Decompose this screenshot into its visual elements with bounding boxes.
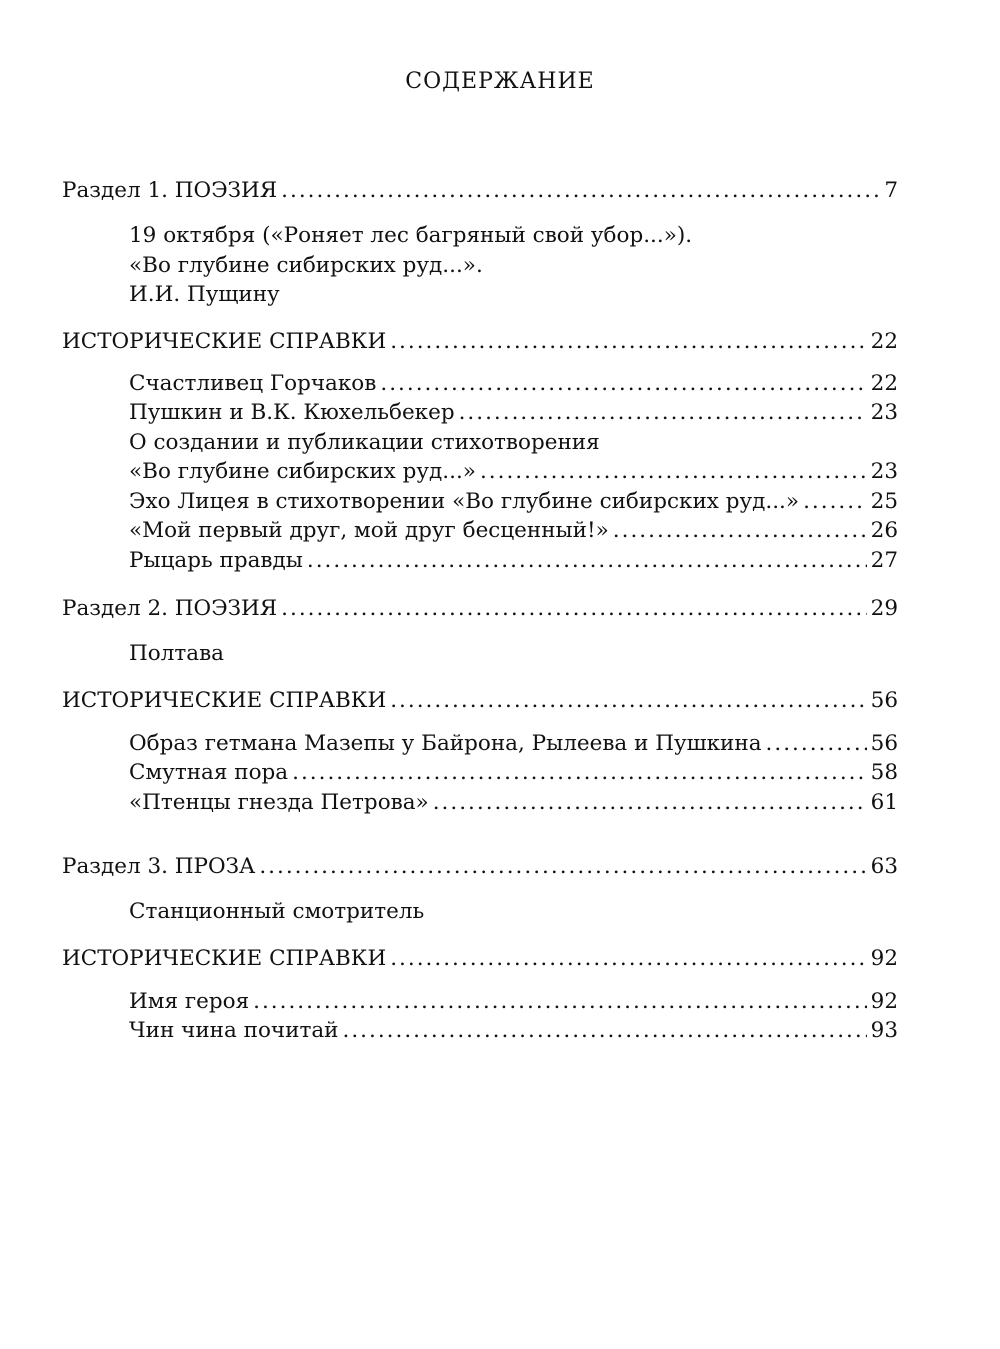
notes-heading: ИСТОРИЧЕСКИЕ СПРАВКИ <box>62 329 387 354</box>
toc-historical-notes-1[interactable] <box>62 327 898 357</box>
dot-leader <box>390 944 866 974</box>
toc-entry[interactable] <box>129 729 898 759</box>
page-number: 7 <box>884 178 898 203</box>
dot-leader <box>253 987 867 1017</box>
dot-leader <box>281 594 866 624</box>
entry-title: Смутная пора <box>129 760 289 785</box>
page-number: 23 <box>870 459 898 484</box>
notes-heading: ИСТОРИЧЕСКИЕ СПРАВКИ <box>62 946 387 971</box>
dot-leader <box>343 1016 867 1046</box>
work-title: «Во глубине сибирских руд...». <box>129 253 483 278</box>
entry-title: Счастливец Горчаков <box>129 371 377 396</box>
dot-leader <box>803 487 867 517</box>
toc-historical-notes-3[interactable] <box>62 944 898 974</box>
page-number: 22 <box>870 329 898 354</box>
page-number: 56 <box>870 731 898 756</box>
toc-entry[interactable] <box>129 516 898 546</box>
page-number: 22 <box>870 371 898 396</box>
toc-entry[interactable] <box>129 398 898 428</box>
page-number: 61 <box>870 790 898 815</box>
toc-section-2[interactable] <box>62 594 898 624</box>
entry-title: Рыцарь правды <box>129 548 303 573</box>
entry-title: «Мой первый друг, мой друг бесценный!» <box>129 518 609 543</box>
entry-title: «Во глубине сибирских руд...» <box>129 459 476 484</box>
toc-entry[interactable] <box>129 487 898 517</box>
dot-leader <box>390 686 866 716</box>
work-title: Полтава <box>129 641 224 666</box>
dot-leader <box>613 516 867 546</box>
entry-title: О создании и публикации стихотворения <box>129 430 600 455</box>
page-number: 92 <box>870 946 898 971</box>
work-title: 19 октября («Роняет лес багряный свой убор...»). <box>129 223 693 248</box>
entry-title: Имя героя <box>129 989 250 1014</box>
toc-entry[interactable] <box>129 546 898 576</box>
dot-leader <box>281 176 880 206</box>
page-number: 25 <box>870 489 898 514</box>
entry-title: «Птенцы гнезда Петрова» <box>129 790 429 815</box>
toc-entry[interactable] <box>129 1016 898 1046</box>
toc-entry[interactable] <box>129 758 898 788</box>
toc-section-3[interactable] <box>62 852 898 882</box>
work-title: И.И. Пущину <box>129 282 280 307</box>
dot-leader <box>380 369 866 399</box>
toc-historical-notes-2[interactable] <box>62 686 898 716</box>
entry-title: Образ гетмана Мазепы у Байрона, Рылеева и Пушкина <box>129 731 762 756</box>
section-title: Раздел 2. ПОЭЗИЯ <box>62 596 278 621</box>
dot-leader <box>433 788 867 818</box>
notes-heading: ИСТОРИЧЕСКИЕ СПРАВКИ <box>62 688 387 713</box>
page-number: 58 <box>870 760 898 785</box>
page-number: 56 <box>870 688 898 713</box>
toc-entry[interactable] <box>129 457 898 487</box>
dot-leader <box>480 457 867 487</box>
page-number: 27 <box>870 548 898 573</box>
section-title: Раздел 3. ПРОЗА <box>62 854 256 879</box>
entry-title: Эхо Лицея в стихотворении «Во глубине сибирских руд...» <box>129 489 800 514</box>
dot-leader <box>390 327 866 357</box>
toc-entry[interactable] <box>129 987 898 1017</box>
page-number: 93 <box>870 1018 898 1043</box>
dot-leader <box>766 729 867 759</box>
toc-section-1[interactable] <box>62 176 898 206</box>
page-number: 23 <box>870 400 898 425</box>
page-number: 63 <box>870 854 898 879</box>
work-title: Станционный смотритель <box>129 899 425 924</box>
dot-leader <box>307 546 867 576</box>
dot-leader <box>259 852 866 882</box>
entry-title: Чин чина почитай <box>129 1018 339 1043</box>
page-number: 29 <box>870 596 898 621</box>
page-number: 92 <box>870 989 898 1014</box>
toc-entry[interactable] <box>129 788 898 818</box>
entry-title: Пушкин и В.К. Кюхельбекер <box>129 400 455 425</box>
page-title: СОДЕРЖАНИЕ <box>405 69 595 94</box>
page-number: 26 <box>870 518 898 543</box>
dot-leader <box>459 398 867 428</box>
section-title: Раздел 1. ПОЭЗИЯ <box>62 178 278 203</box>
dot-leader <box>292 758 867 788</box>
toc-entry[interactable] <box>129 369 898 399</box>
